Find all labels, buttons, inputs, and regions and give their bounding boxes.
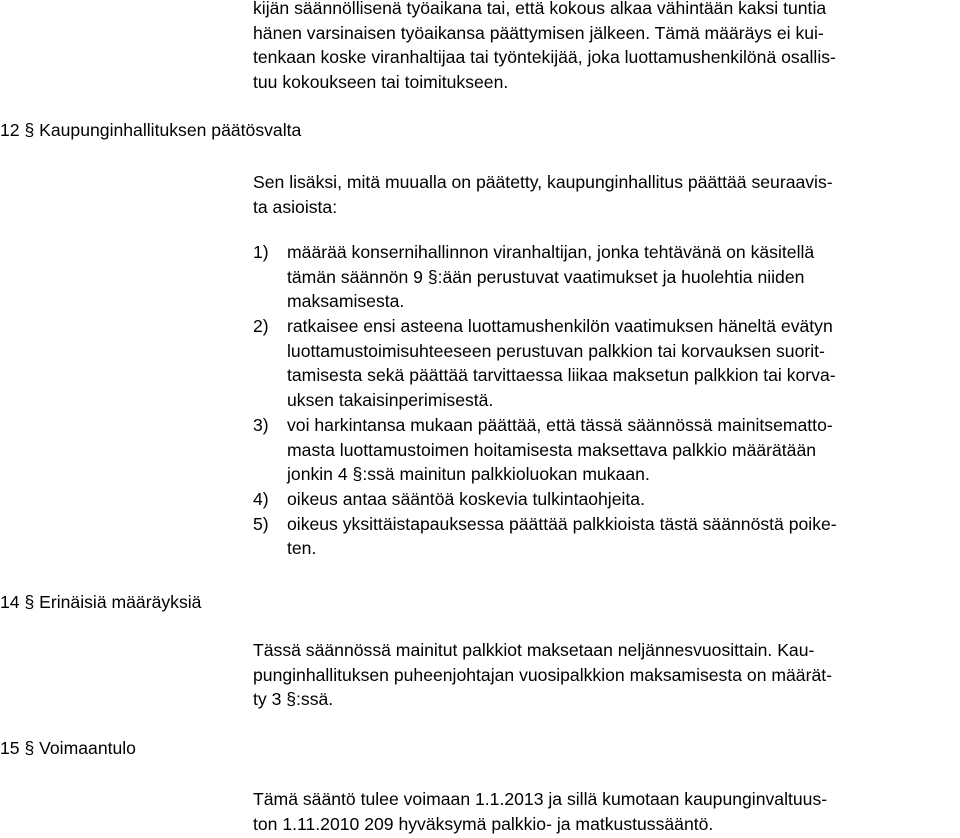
section-15-heading: 15 § Voimaantulo	[0, 738, 136, 758]
list-item	[253, 489, 837, 514]
section-12-list	[253, 242, 837, 563]
text-line: ratkaisee ensi asteena luottamushenkilön vaatimuksen häneltä evätyn	[287, 316, 833, 337]
list-item-text	[287, 489, 837, 514]
text-line: tuu kokoukseen tai toimitukseen.	[253, 72, 509, 93]
list-item-number: 2)	[253, 316, 269, 337]
list-item	[253, 415, 837, 489]
text-line: ten.	[287, 538, 317, 559]
text-line: ty 3 §:ssä.	[253, 689, 334, 710]
section-12-heading: 12 § Kaupunginhallituksen päätösvalta	[0, 120, 302, 140]
list-item-number: 1)	[253, 242, 269, 262]
text-line: uksen takaisinperimisestä.	[287, 390, 494, 411]
section-15-text	[253, 789, 953, 838]
list-item-text	[287, 415, 837, 489]
text-line: Sen lisäksi, mitä muualla on päätetty, kaupunginhallitus päättää seuraavis-	[253, 172, 833, 192]
text-line: tenkaan koske viranhaltijaa tai työntekijää, joka luottamushenkilönä osallis-	[253, 47, 836, 68]
text-line: jonkin 4 §:ssä mainitun palkkioluokan mukaan.	[287, 464, 650, 485]
text-line: määrää konsernihallinnon viranhaltijan, jonka tehtävänä on käsitellä	[287, 242, 815, 262]
text-line: ta asioista:	[253, 196, 338, 217]
text-line: masta luottamustoimen hoitamisesta maksettava palkkio määrätään	[287, 439, 817, 460]
text-line: tämän säännön 9 §:ään perustuvat vaatimukset ja huolehtia niiden	[287, 266, 805, 287]
list-item-text	[287, 316, 837, 415]
list-item	[253, 316, 837, 415]
text-line: Tämä sääntö tulee voimaan 1.1.2013 ja sillä kumotaan kaupunginvaltuus-	[253, 789, 828, 809]
text-line: oikeus yksittäistapauksessa päättää palkkioista tästä säännöstä poike-	[287, 513, 837, 534]
text-line: Tässä säännössä mainitut palkkiot maksetaan neljännesvuosittain. Kau-	[253, 640, 815, 660]
list-item-text	[287, 242, 837, 316]
text-line: oikeus antaa sääntöä koskevia tulkintaohjeita.	[287, 488, 645, 509]
list-item	[253, 514, 837, 563]
text-line: hänen varsinaisen työaikansa päättymisen jälkeen. Tämä määräys ei kui-	[253, 22, 824, 43]
list-item	[253, 242, 837, 316]
text-line: punginhallituksen puheenjohtajan vuosipalkkion maksamisesta on määrät-	[253, 664, 832, 685]
list-item-number: 5)	[253, 513, 269, 534]
list-item-text	[287, 514, 837, 563]
section-14-text	[253, 640, 953, 714]
text-line: ton 1.11.2010 209 hyväksymä palkkio- ja matkustussääntö.	[253, 813, 714, 834]
list-item-number: 4)	[253, 488, 269, 509]
text-line: tamisesta sekä päättää tarvittaessa liikaa maksetun palkkion tai korva-	[287, 365, 836, 386]
text-line: voi harkintansa mukaan päättää, että tässä säännössä mainitsematto-	[287, 414, 833, 435]
top-paragraph	[253, 0, 953, 97]
list-item-number: 3)	[253, 414, 269, 435]
text-line: maksamisesta.	[287, 291, 405, 312]
section-14-heading: 14 § Erinäisiä määräyksiä	[0, 592, 202, 612]
text-line: kijän säännöllisenä työaikana tai, että kokous alkaa vähintään kaksi tuntia	[253, 0, 827, 18]
section-12-intro	[253, 172, 953, 221]
text-line: luottamustoimisuhteeseen perustuvan palkkion tai korvauksen suorit-	[287, 340, 825, 361]
